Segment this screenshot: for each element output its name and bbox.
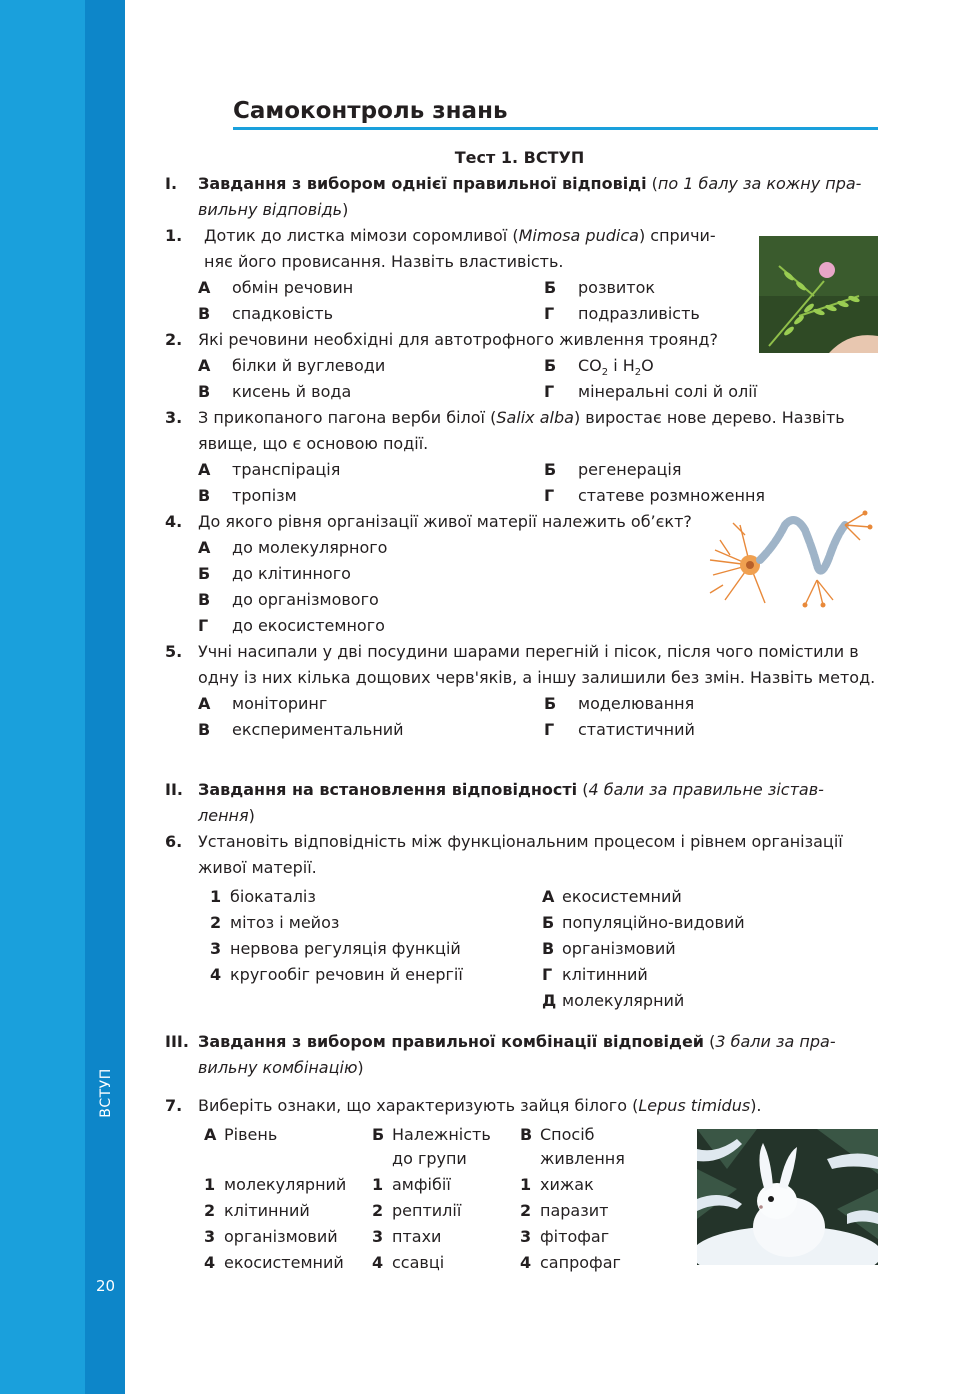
item-number: 1 (204, 1175, 216, 1194)
question-text (198, 1096, 762, 1116)
option-letter: В (198, 486, 211, 505)
match-left-number: 4 (210, 965, 222, 984)
match-right-text: популяційно-видовий (562, 913, 745, 932)
section-heading (198, 1032, 836, 1052)
question-text-cont: одну із них кілька дощових черв'яків, а іншу залишили без змін. Назвіть метод. (198, 668, 876, 687)
question-number: 2. (165, 330, 183, 349)
item-number: 3 (372, 1227, 384, 1246)
match-right-letter: Б (542, 913, 555, 932)
item-number: 3 (520, 1227, 532, 1246)
test-title: Тест 1. ВСТУП (454, 148, 585, 167)
item-text: молекулярний (224, 1175, 347, 1194)
option-letter: Б (544, 278, 557, 297)
option-letter: Б (544, 356, 557, 375)
section-note-paren: ) (357, 1058, 364, 1077)
section-note-paren: ( (704, 1032, 716, 1051)
question-text: Які речовини необхідні для автотрофного живлення троянд? (198, 330, 718, 349)
latin-name: Salix alba (496, 408, 574, 427)
option-text: статеве розмноження (578, 486, 766, 505)
match-right-letter: Д (542, 991, 557, 1010)
option-letter: Б (544, 460, 557, 479)
match-right-text: клітинний (562, 965, 648, 984)
question-text-part: Дотик до листка мімози соромливої ( (204, 226, 519, 245)
option-letter: А (198, 538, 211, 557)
match-left-number: 2 (210, 913, 222, 932)
option-text: мінеральні солі й олії (578, 382, 758, 401)
match-right-letter: А (542, 887, 555, 906)
match-left-text: мітоз і мейоз (230, 913, 340, 932)
latin-name: Lepus timidus (638, 1096, 751, 1115)
item-text: рептилії (392, 1201, 462, 1220)
question-number: 5. (165, 642, 183, 661)
item-number: 3 (204, 1227, 216, 1246)
section-number: I. (165, 174, 178, 193)
section-note: 4 бали за правильне зістав- (588, 780, 824, 799)
section-note: по 1 балу за кожну пра- (657, 174, 862, 193)
column-title-cont: до групи (392, 1149, 467, 1168)
option-letter: Б (544, 694, 557, 713)
item-number: 4 (520, 1253, 532, 1272)
formula-part: CO (578, 356, 602, 375)
column-title: Рівень (224, 1125, 278, 1144)
section-heading (198, 780, 824, 800)
option-letter: А (198, 694, 211, 713)
item-text: фітофаг (540, 1227, 610, 1246)
match-right-letter: Г (542, 965, 553, 984)
item-number: 1 (372, 1175, 384, 1194)
side-band-gap (125, 0, 136, 1394)
section-note-paren: ( (646, 174, 658, 193)
option-letter: А (198, 460, 211, 479)
section-heading (198, 174, 861, 194)
section-note-cont: лення (198, 806, 249, 825)
item-text: паразит (540, 1201, 609, 1220)
section-note-paren: ) (248, 806, 255, 825)
option-letter: В (198, 304, 211, 323)
option-letter: Г (544, 382, 555, 401)
white-hare-photo (697, 1129, 878, 1265)
item-text: організмовий (224, 1227, 338, 1246)
question-text-part: З прикопаного пагона верби білої ( (198, 408, 497, 427)
section-note-paren: ) (342, 200, 349, 219)
option-text: до організмового (232, 590, 379, 609)
section-number: III. (165, 1032, 189, 1051)
match-left-number: 3 (210, 939, 222, 958)
option-letter: В (198, 720, 211, 739)
option-letter: В (198, 590, 211, 609)
item-number: 4 (204, 1253, 216, 1272)
option-text: спадковість (232, 304, 333, 323)
option-text: кисень й вода (232, 382, 352, 401)
item-number: 2 (204, 1201, 216, 1220)
option-text: моніторинг (232, 694, 328, 713)
option-letter: А (198, 356, 211, 375)
option-text: обмін речовин (232, 278, 354, 297)
question-text: Установіть відповідність між функціональним процесом і рівнем організації (198, 832, 843, 851)
item-number: 4 (372, 1253, 384, 1272)
question-text (198, 408, 845, 428)
question-text-cont: няє його провисання. Назвіть властивість. (204, 252, 564, 271)
option-letter: Г (544, 720, 555, 739)
column-letter: Б (372, 1125, 385, 1144)
match-right-text: екосистемний (562, 887, 682, 906)
formula-subscript: 2 (634, 367, 642, 379)
item-text: хижак (540, 1175, 594, 1194)
section-heading-cont (198, 200, 348, 220)
question-text-part: ) виростає нове дерево. Назвіть (573, 408, 845, 427)
section-heading-cont (198, 806, 255, 826)
section-title: Завдання з вибором правильної комбінації відповідей (198, 1032, 705, 1051)
question-text (204, 226, 716, 246)
question-number: 3. (165, 408, 183, 427)
match-right-text: молекулярний (562, 991, 685, 1010)
side-band-inner (85, 0, 125, 1394)
section-note-cont: вильну комбінацію (198, 1058, 358, 1077)
match-left-text: кругообіг речовин й енергії (230, 965, 463, 984)
question-text: До якого рівня організації живої матерії належить об’єкт? (198, 512, 692, 531)
match-left-text: біокаталіз (230, 887, 316, 906)
option-letter: Г (544, 486, 555, 505)
section-note-cont: вильну відповідь (198, 200, 343, 219)
question-number: 1. (165, 226, 183, 245)
section-title: Завдання на встановлення відповідності (198, 780, 578, 799)
option-text: розвиток (578, 278, 656, 297)
option-text: статистичний (578, 720, 695, 739)
option-letter: В (198, 382, 211, 401)
column-title-cont: живлення (540, 1149, 625, 1168)
option-text: транспірація (232, 460, 341, 479)
item-text: сапрофаг (540, 1253, 621, 1272)
option-letter: А (198, 278, 211, 297)
question-text-part: ) спричи- (638, 226, 716, 245)
question-text-cont: живої матерії. (198, 858, 317, 877)
question-number: 7. (165, 1096, 183, 1115)
match-left-number: 1 (210, 887, 222, 906)
chapter-side-label: ВСТУП (98, 1068, 114, 1118)
item-text: амфібії (392, 1175, 451, 1194)
item-text: клітинний (224, 1201, 310, 1220)
question-text: Учні насипали у дві посудини шарами перегній і пісок, після чого помістили в (198, 642, 859, 661)
mimosa-photo (759, 236, 878, 353)
item-number: 2 (520, 1201, 532, 1220)
formula-part: O (641, 356, 654, 375)
column-letter: В (520, 1125, 533, 1144)
question-number: 4. (165, 512, 183, 531)
match-right-text: організмовий (562, 939, 676, 958)
option-text: моделювання (578, 694, 695, 713)
formula-subscript: 2 (601, 367, 609, 379)
side-band-outer (0, 0, 85, 1394)
section-title: Завдання з вибором однієї правильної відповіді (198, 174, 647, 193)
column-title: Належність (392, 1125, 491, 1144)
page-number: 20 (96, 1277, 116, 1295)
match-left-text: нервова регуляція функцій (230, 939, 461, 958)
option-text: подразливість (578, 304, 700, 323)
neuron-illustration (705, 505, 880, 613)
latin-name: Mimosa pudica (518, 226, 639, 245)
section-note: 3 бали за пра- (715, 1032, 836, 1051)
item-text: ссавці (392, 1253, 445, 1272)
option-text: тропізм (232, 486, 297, 505)
column-letter: А (204, 1125, 217, 1144)
section-heading-cont (198, 1058, 364, 1078)
option-text: до клітинного (232, 564, 351, 583)
question-text-part: ). (750, 1096, 762, 1115)
option-letter: Г (544, 304, 555, 323)
question-text-cont: явище, що є основою події. (198, 434, 429, 453)
item-number: 2 (372, 1201, 384, 1220)
column-title: Спосіб (540, 1125, 595, 1144)
option-text: білки й вуглеводи (232, 356, 386, 375)
match-right-letter: В (542, 939, 555, 958)
item-text: птахи (392, 1227, 442, 1246)
option-letter: Г (198, 616, 209, 635)
item-text: екосистемний (224, 1253, 344, 1272)
option-text: до молекулярного (232, 538, 388, 557)
question-text-part: Виберіть ознаки, що характеризують зайця білого ( (198, 1096, 639, 1115)
page-title: Самоконтроль знань (233, 98, 508, 124)
section-note-paren: ( (577, 780, 589, 799)
formula-part: і H (608, 356, 635, 375)
option-letter: Б (198, 564, 211, 583)
option-text: експериментальний (232, 720, 404, 739)
section-number: II. (165, 780, 183, 799)
question-number: 6. (165, 832, 183, 851)
title-underline (233, 127, 878, 130)
option-text: регенерація (578, 460, 682, 479)
option-text: до екосистемного (232, 616, 385, 635)
item-number: 1 (520, 1175, 532, 1194)
option-text-formula (578, 356, 654, 383)
